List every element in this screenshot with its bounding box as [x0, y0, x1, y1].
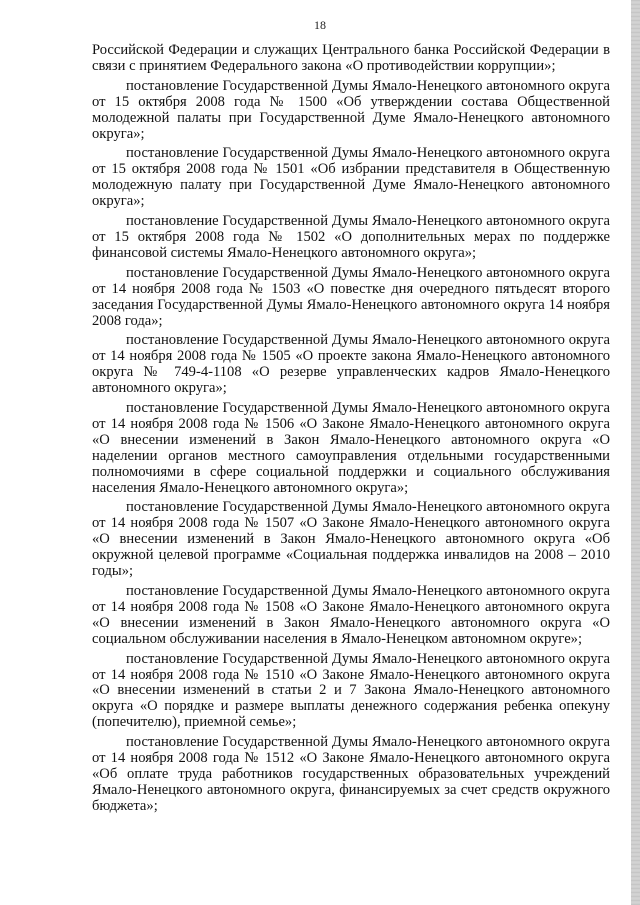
- document-body: [92, 43, 610, 815]
- paragraph-resolution-1502: постановление Государственной Думы Ямало-Ненецкого автономного округа от 15 октября 2008 года № 1502 «О дополнительных мерах по поддержке финансовой системы Ямало-Ненецкого автономного округа»;: [92, 213, 610, 261]
- paragraph-resolution-1507: постановление Государственной Думы Ямало-Ненецкого автономного округа от 14 ноября 2008 года № 1507 «О Законе Ямало-Ненецкого автономного округа «О внесении изменений в Закон Ямало-Ненецкого автономного округа «Об окружной целевой программе «Социальная поддержка инвалидов на 2008 – 2010 годы»;: [92, 499, 610, 580]
- paragraph-resolution-1512: постановление Государственной Думы Ямало-Ненецкого автономного округа от 14 ноября 2008 года № 1512 «О Законе Ямало-Ненецкого автономного округа «Об оплате труда работников государственных образовательных учреждений Ямало-Ненецкого автономного округа, финансируемых за счет средств окружного бюджета»;: [92, 734, 610, 814]
- paragraph-resolution-1508: постановление Государственной Думы Ямало-Ненецкого автономного округа от 14 ноября 2008 года № 1508 «О Законе Ямало-Ненецкого автономного округа «О внесении изменений в Закон Ямало-Ненецкого автономного округа «О социальном обслуживании населения в Ямало-Ненецком автономном округе»;: [92, 583, 610, 647]
- paragraph-resolution-1503: постановление Государственной Думы Ямало-Ненецкого автономного округа от 14 ноября 2008 года № 1503 «О повестке дня очередного пятьдесят второго заседания Государственной Думы Ямало-Ненецкого автономного округа 14 ноября 2008 года»;: [92, 264, 610, 329]
- paragraph-resolution-1500: постановление Государственной Думы Ямало-Ненецкого автономного округа от 15 октября 2008 года № 1500 «Об утверждении состава Общественной молодежной палаты при Государственной Думе Ямало-Ненецкого автономного округа»;: [92, 77, 610, 142]
- paragraph-resolution-1510: постановление Государственной Думы Ямало-Ненецкого автономного округа от 14 ноября 2008 года № 1510 «О Законе Ямало-Ненецкого автономного округа «О внесении изменений в статьи 2 и 7 Закона Ямало-Ненецкого автономного округа «О порядке и размере выплаты денежного содержания ребенка опекуну (попечителю), приемной семье»;: [92, 650, 610, 731]
- paragraph-resolution-1501: постановление Государственной Думы Ямало-Ненецкого автономного округа от 15 октября 2008 года № 1501 «Об избрании представителя в Общественную молодежную палату при Государственной Думе Ямало-Ненецкого автономного округа»;: [92, 145, 610, 210]
- page-number: 18: [314, 18, 326, 32]
- paragraph-resolution-1506: постановление Государственной Думы Ямало-Ненецкого автономного округа от 14 ноября 2008 года № 1506 «О Законе Ямало-Ненецкого автономного округа «О внесении изменений в Закон Ямало-Ненецкого автономного округа «О наделении органов местного самоуправления отдельными государственными полномочиями в сфере социальной поддержки и социального обслуживания населения Ямало-Ненецкого автономного округа»;: [92, 400, 610, 496]
- scan-edge: [631, 0, 640, 905]
- paragraph-resolution-1505: постановление Государственной Думы Ямало-Ненецкого автономного округа от 14 ноября 2008 года № 1505 «О проекте закона Ямало-Ненецкого автономного округа № 749-4-1108 «О резерве управленческих кадров Ямало-Ненецкого автономного округа»;: [92, 332, 610, 397]
- paragraph-continuation: Российской Федерации и служащих Центрального банка Российской Федерации в связи с принятием Федерального закона «О противодействии коррупции»;: [92, 42, 610, 74]
